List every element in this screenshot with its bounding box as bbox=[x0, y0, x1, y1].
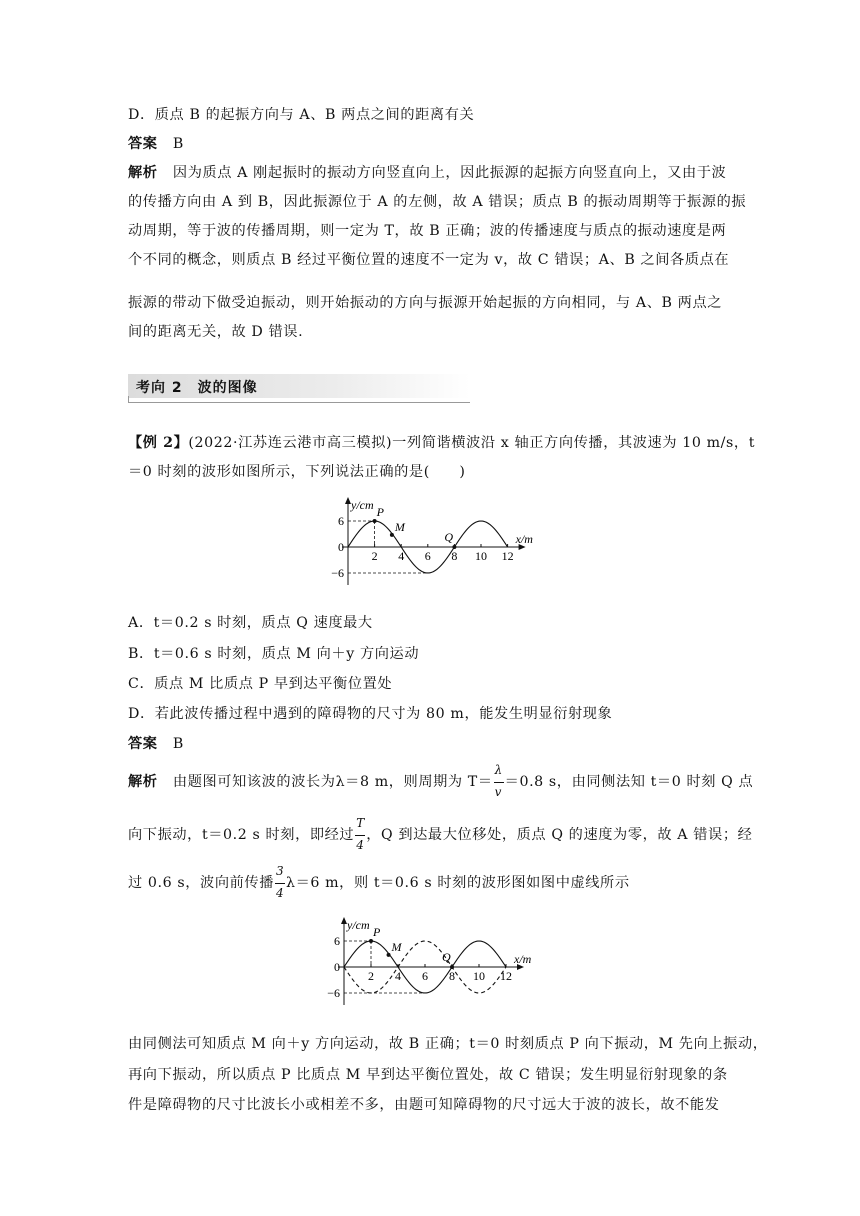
x-tick-label: 10 bbox=[475, 549, 487, 563]
x-tick-label: 12 bbox=[500, 969, 512, 983]
x-tick-label: 6 bbox=[424, 549, 431, 563]
analysis-1-line-1: 的传播方向由 A 到 B，因此振源位于 A 的左侧，故 A 错误；质点 B 的振动周期等于振源的振 bbox=[128, 194, 747, 210]
point-p bbox=[373, 519, 377, 523]
y-axis-label: y/cm bbox=[347, 918, 370, 933]
fraction-denominator: 4 bbox=[356, 838, 365, 852]
analysis-1-line-2: 动周期，等于波的传播周期，则一定为 T，故 B 正确；波的传播速度与质点的振动速度是两 bbox=[128, 223, 727, 239]
fraction-denominator: v bbox=[494, 785, 503, 799]
analysis-2-text-3a: 过 0.6 s，波向前传播 bbox=[128, 875, 274, 891]
x-tick-label: 8 bbox=[451, 549, 458, 563]
answer-2-value: B bbox=[172, 736, 184, 752]
example-2-line-2: ＝0 时刻的波形如图所示，下列说法正确的是( ) bbox=[128, 464, 466, 480]
analysis-2-text-1b: ＝0.8 s，由同侧法知 t＝0 时刻 Q 点 bbox=[504, 774, 754, 790]
x-tick-label: 2 bbox=[368, 969, 374, 983]
analysis-2-tail-1: 再向下振动，所以质点 P 比质点 M 早到达平衡位置处，故 C 错误；发生明显衍射现象的条 bbox=[128, 1067, 728, 1083]
answer-1 bbox=[128, 134, 768, 154]
example-2-text-1: (2022·江苏连云港市高三模拟)一列简谐横波沿 x 轴正方向传播，其波速为 10 m/s，t bbox=[188, 435, 756, 451]
example-2-tag: 【例 2】 bbox=[128, 435, 189, 451]
answer-2 bbox=[128, 734, 768, 754]
x-tick-label: 10 bbox=[473, 969, 485, 983]
y-tick-label: −6 bbox=[327, 985, 340, 1000]
y-tick-label: 6 bbox=[334, 934, 340, 949]
x-tick-label: 6 bbox=[422, 969, 428, 983]
analysis-2-text-3b: λ＝6 m，则 t＝0.6 s 时刻的波形图如图中虚线所示 bbox=[285, 875, 630, 891]
analysis-2-text-1a: 由题图可知该波的波长为λ＝8 m，则周期为 T＝ bbox=[172, 774, 493, 790]
answer-1-label: 答案 bbox=[128, 136, 158, 152]
point-m bbox=[387, 953, 391, 957]
analysis-1-line-4: 振源的带动下做受迫振动，则开始振动的方向与振源开始起振的方向相同，与 A、B 两点之 bbox=[128, 295, 723, 311]
point-q bbox=[452, 545, 456, 549]
point-label-m: M bbox=[394, 519, 405, 534]
y-axis-label: y/cm bbox=[351, 498, 374, 513]
y-tick-label: 0 bbox=[338, 540, 344, 554]
analysis-1-line-0 bbox=[128, 163, 768, 183]
point-label-p: P bbox=[373, 925, 381, 940]
option-d-previous: D．质点 B 的起振方向与 A、B 两点之间的距离有关 bbox=[128, 107, 475, 123]
wave-graph-2 bbox=[320, 908, 546, 1020]
y-tick-label: −6 bbox=[331, 565, 344, 580]
point-p bbox=[369, 939, 373, 943]
point-m bbox=[390, 533, 394, 537]
analysis-1-text-0: 因为质点 A 刚起振时的振动方向竖直向上，因此振源的起振方向竖直向上，又由于波 bbox=[172, 165, 727, 181]
section-header bbox=[128, 374, 470, 404]
analysis-2-tail-0: 由同侧法可知质点 M 向＋y 方向运动，故 B 正确；t＝0 时刻质点 P 向下振动，M 先向上振动， bbox=[128, 1036, 768, 1052]
analysis-2-text-2b: ，Q 到达最大位移处，质点 Q 的速度为零，故 A 错误；经 bbox=[366, 827, 753, 843]
section-title: 考向 2 波的图像 bbox=[136, 380, 258, 396]
fraction-t-over-4 bbox=[354, 816, 366, 852]
x-tick-label: 4 bbox=[395, 969, 401, 983]
example-2-line-1 bbox=[128, 433, 768, 453]
section-header-rule bbox=[128, 402, 470, 403]
wave-graph-1 bbox=[330, 488, 542, 600]
fraction-denominator: 4 bbox=[275, 886, 285, 900]
analysis-2-tail-2: 件是障碍物的尺寸比波长小或相差不多，由题可知障碍物的尺寸远大于波的波长，故不能发 bbox=[128, 1097, 720, 1113]
answer-1-value: B bbox=[172, 136, 184, 152]
analysis-2-line-1 bbox=[128, 763, 768, 799]
y-tick-label: 6 bbox=[338, 514, 344, 529]
fraction-numerator: λ bbox=[494, 763, 503, 777]
fraction-numerator: 3 bbox=[275, 864, 285, 878]
point-label-p: P bbox=[376, 505, 384, 520]
fraction-numerator: T bbox=[356, 816, 365, 830]
option-a: A．t＝0.2 s 时刻，质点 Q 速度最大 bbox=[128, 615, 373, 631]
analysis-1-line-3: 个不同的概念，则质点 B 经过平衡位置的速度不一定为 v，故 C 错误；A、B 之间各质点在 bbox=[128, 252, 730, 268]
point-label-q: Q bbox=[444, 530, 454, 544]
x-axis-label: x/m bbox=[515, 532, 533, 546]
point-label-q: Q bbox=[442, 950, 451, 964]
analysis-2-text-2a: 向下振动，t＝0.2 s 时刻，即经过 bbox=[128, 827, 355, 843]
x-tick-label: 8 bbox=[449, 969, 455, 983]
x-tick-label: 2 bbox=[371, 549, 378, 563]
analysis-2-line-2 bbox=[128, 816, 768, 852]
fraction-lambda-over-v bbox=[493, 763, 505, 799]
option-b: B．t＝0.6 s 时刻，质点 M 向＋y 方向运动 bbox=[128, 646, 420, 662]
x-tick-label: 4 bbox=[398, 549, 405, 563]
point-label-m: M bbox=[391, 939, 402, 954]
x-axis-label: x/m bbox=[514, 952, 532, 966]
answer-2-label: 答案 bbox=[128, 736, 158, 752]
point-q bbox=[450, 965, 454, 969]
x-tick-label: 12 bbox=[501, 549, 514, 563]
analysis-1-label: 解析 bbox=[128, 165, 158, 181]
analysis-1-line-5: 间的距离无关，故 D 错误. bbox=[128, 324, 304, 340]
option-d: D．若此波传播过程中遇到的障碍物的尺寸为 80 m，能发生明显衍射现象 bbox=[128, 706, 613, 722]
option-c: C．质点 M 比质点 P 早到达平衡位置处 bbox=[128, 676, 393, 692]
fraction-3-over-4 bbox=[274, 864, 286, 900]
analysis-2-line-3 bbox=[128, 864, 768, 900]
y-tick-label: 0 bbox=[334, 960, 340, 974]
analysis-2-label: 解析 bbox=[128, 774, 158, 790]
